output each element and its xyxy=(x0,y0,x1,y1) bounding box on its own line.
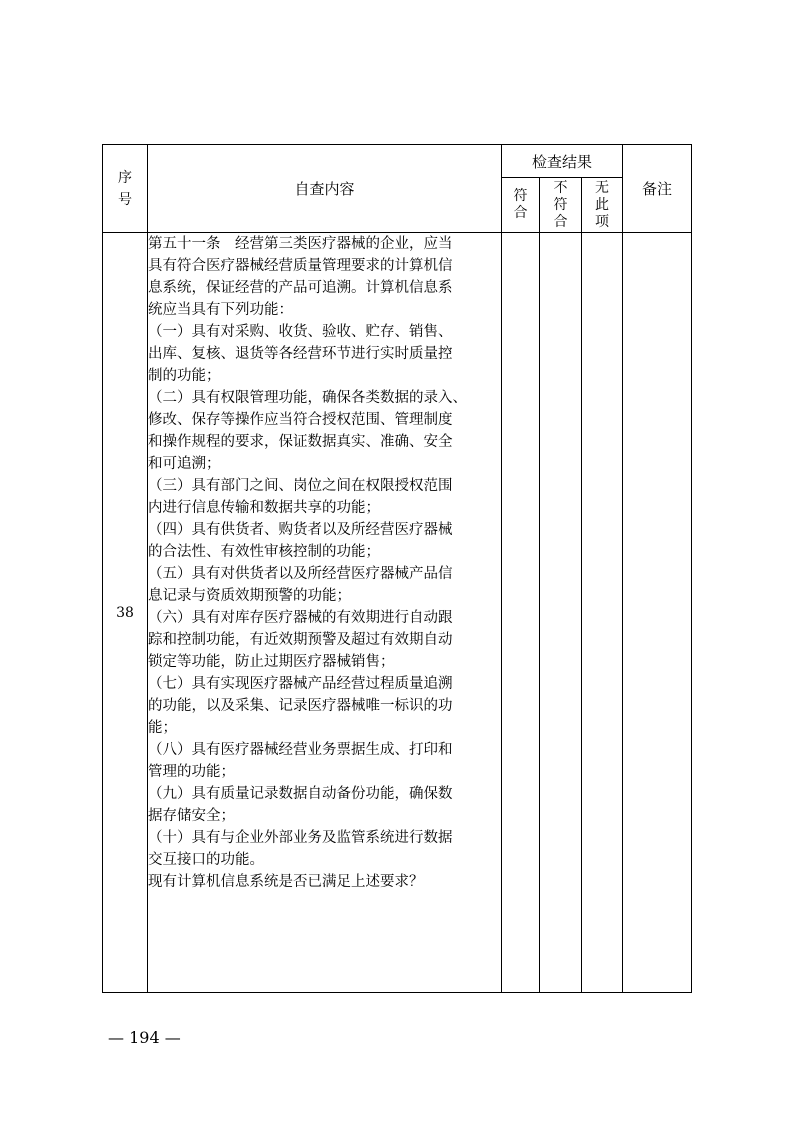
content-line: （七）具有实现医疗器械产品经营过程质量追溯 xyxy=(148,676,453,692)
header-na xyxy=(582,178,623,233)
content-line: 管理的功能； xyxy=(148,764,235,780)
header-remark: 备注 xyxy=(623,145,692,233)
header-not-conform-char: 符 xyxy=(553,196,568,213)
header-conform xyxy=(502,178,540,233)
row-not-conform-cell[interactable] xyxy=(540,233,582,993)
self-check-table xyxy=(102,144,692,993)
content-line: 统应当具有下列功能： xyxy=(148,302,293,318)
content-line: 出库、复核、退货等各经营环节进行实时质量控 xyxy=(148,346,453,362)
header-seq xyxy=(103,145,148,233)
header-seq-char: 序 xyxy=(118,169,132,186)
content-line: 修改、保存等操作应当符合授权范围、管理制度 xyxy=(148,412,453,428)
content-line: 息记录与资质效期预警的功能； xyxy=(148,588,351,604)
content-line: （五）具有对供货者以及所经营医疗器械产品信 xyxy=(148,566,453,582)
content-line: （八）具有医疗器械经营业务票据生成、打印和 xyxy=(148,742,453,758)
header-not-conform-char: 合 xyxy=(553,213,568,230)
content-line: （四）具有供货者、购货者以及所经营医疗器械 xyxy=(148,522,453,538)
content-line: 据存储安全； xyxy=(148,808,235,824)
content-line: 第五十一条 经营第三类医疗器械的企业，应当 xyxy=(148,236,453,252)
table-row xyxy=(103,233,692,993)
header-content: 自查内容 xyxy=(148,145,502,233)
content-line: 踪和控制功能，有近效期预警及超过有效期自动 xyxy=(148,632,453,648)
row-seq: 38 xyxy=(103,233,148,993)
header-na-char: 无 xyxy=(595,179,610,196)
content-line: 现有计算机信息系统是否已满足上述要求？ xyxy=(148,874,424,890)
content-line: 的功能，以及采集、记录医疗器械唯一标识的功 xyxy=(148,698,453,714)
content-line: 具有符合医疗器械经营质量管理要求的计算机信 xyxy=(148,258,453,274)
header-not-conform xyxy=(540,178,582,233)
row-conform-cell[interactable] xyxy=(502,233,540,993)
content-line: 能； xyxy=(148,720,177,736)
content-line: （一）具有对采购、收货、验收、贮存、销售、 xyxy=(148,324,453,340)
header-seq-char: 号 xyxy=(118,191,132,208)
content-line: 和操作规程的要求，保证数据真实、准确、安全 xyxy=(148,434,453,450)
row-na-cell[interactable] xyxy=(582,233,623,993)
header-check-result: 检查结果 xyxy=(502,145,623,178)
content-line: 交互接口的功能。 xyxy=(148,852,264,868)
content-line: （九）具有质量记录数据自动备份功能，确保数 xyxy=(148,786,453,802)
content-line: （三）具有部门之间、岗位之间在权限授权范围 xyxy=(148,478,453,494)
header-na-char: 项 xyxy=(595,213,610,230)
content-line: 的合法性、有效性审核控制的功能； xyxy=(148,544,380,560)
content-line: 制的功能； xyxy=(148,368,221,384)
header-conform-char: 符 xyxy=(513,188,528,204)
content-line: 和可追溯； xyxy=(148,456,221,472)
content-line: （六）具有对库存医疗器械的有效期进行自动跟 xyxy=(148,610,453,626)
content-line: （二）具有权限管理功能，确保各类数据的录入、 xyxy=(148,390,467,406)
header-na-char: 此 xyxy=(595,196,610,213)
row-remark-cell[interactable] xyxy=(623,233,692,993)
content-line: 内进行信息传输和数据共享的功能； xyxy=(148,500,380,516)
content-line: （十）具有与企业外部业务及监管系统进行数据 xyxy=(148,830,453,846)
row-content xyxy=(148,233,502,993)
content-line: 锁定等功能，防止过期医疗器械销售； xyxy=(148,654,395,670)
header-conform-char: 合 xyxy=(513,205,528,221)
header-not-conform-char: 不 xyxy=(553,179,568,196)
page-number: — 194 — xyxy=(108,1028,181,1047)
content-line: 息系统，保证经营的产品可追溯。计算机信息系 xyxy=(148,280,453,296)
